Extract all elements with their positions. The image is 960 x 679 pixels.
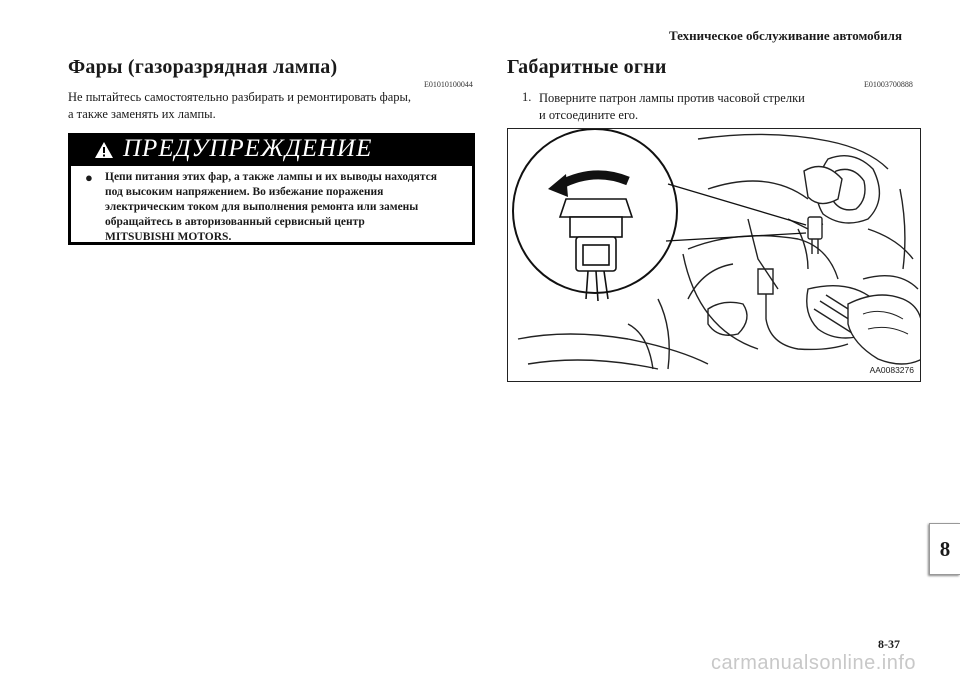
warning-triangle-icon	[94, 141, 114, 159]
headlamp-assembly-drawing	[508, 129, 921, 382]
warning-text	[105, 170, 465, 245]
headlamp-text-line-1: Не пытайтесь самостоятельно разбирать и ремонтировать фары,	[68, 90, 412, 104]
figure-code: AA0083276	[869, 365, 914, 375]
section-code: E01010100044	[424, 80, 473, 89]
warning-title: ПРЕДУПРЕЖДЕНИЕ	[123, 135, 373, 162]
step-text	[539, 90, 805, 124]
chapter-tab: 8	[929, 523, 960, 575]
warning-line-2: под высоким напряжением. Во избежание поражения	[105, 186, 384, 198]
warning-line-4: обращайтесь в авторизованный сервисный центр	[105, 216, 365, 228]
section-title-headlamps: Фары (газоразрядная лампа)	[68, 56, 338, 78]
bullet-icon: ●	[85, 170, 93, 185]
warning-line-3: электрическим током для выполнения ремонта или замены	[105, 201, 419, 213]
page-number: 8-37	[878, 637, 900, 651]
warning-header	[68, 133, 475, 166]
headlamp-text-line-2: а также заменять их лампы.	[68, 107, 216, 121]
warning-line-5: MITSUBISHI MOTORS.	[105, 231, 232, 243]
warning-line-1: Цепи питания этих фар, а также лампы и их выводы находятся	[105, 171, 437, 183]
bulb-removal-illustration	[507, 128, 921, 382]
warning-box	[68, 133, 475, 245]
warning-content	[71, 166, 472, 242]
headlamp-text	[68, 89, 411, 123]
watermark: carmanualsonline.info	[710, 652, 916, 674]
step-number: 1.	[522, 90, 532, 104]
section-title-position-lamps: Габаритные огни	[507, 56, 667, 78]
running-header: Техническое обслуживание автомобиля	[668, 28, 902, 43]
section-code-right: E01003700888	[864, 80, 913, 89]
step-text-line-2: и отсоедините его.	[539, 108, 639, 122]
step-text-line-1: Поверните патрон лампы против часовой стрелки	[539, 91, 805, 105]
